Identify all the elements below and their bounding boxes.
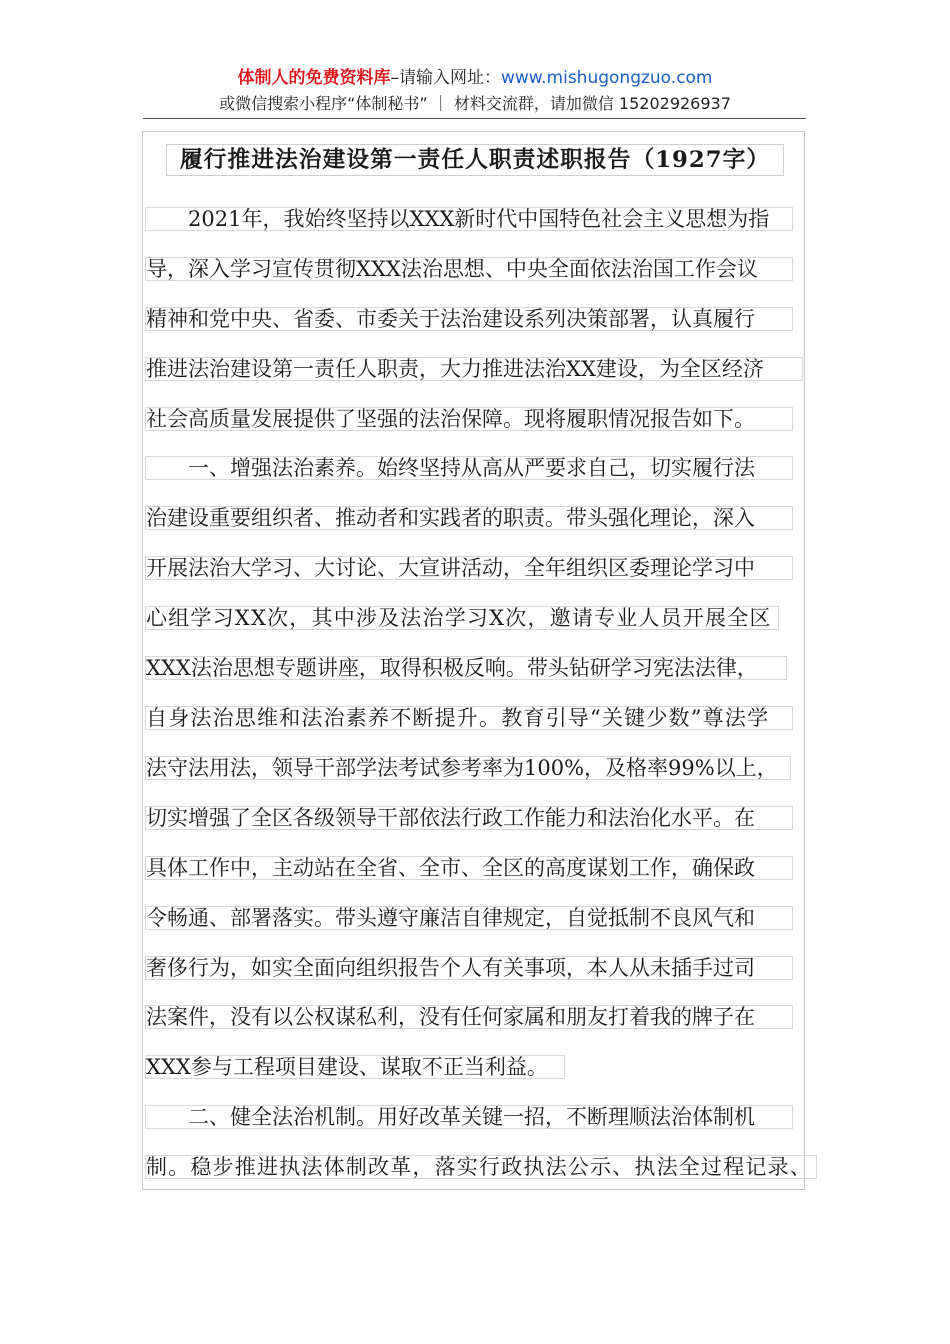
text-line: 开展法治大学习、大讨论、大宣讲活动，全年组织区委理论学习中 <box>146 556 755 580</box>
text-line: 社会高质量发展提供了坚强的法治保障。现将履职情况报告如下。 <box>146 407 755 431</box>
header-contact: 或微信搜索小程序“体制秘书” ｜ 材料交流群，请加微信 15202926937 <box>219 94 731 113</box>
page-header <box>0 66 950 116</box>
text-line: 一、增强法治素养。始终坚持从高从严要求自己，切实履行法 <box>146 456 755 480</box>
text-line: 法案件，没有以公权谋私利，没有任何家属和朋友打着我的牌子在 <box>146 1005 755 1029</box>
text-line: 制。稳步推进执法体制改革，落实行政执法公示、执法全过程记录、 <box>146 1155 812 1179</box>
header-url-link[interactable]: www.mishugongzuo.com <box>500 68 713 88</box>
document-title: 履行推进法治建设第一责任人职责述职报告（1927字） <box>179 147 771 173</box>
text-line: 令畅通、部署落实。带头遵守廉洁自律规定，自觉抵制不良风气和 <box>146 906 755 930</box>
text-line: 治建设重要组织者、推动者和实践者的职责。带头强化理论，深入 <box>146 506 755 530</box>
text-line: 心组学习XX次，其中涉及法治学习X次，邀请专业人员开展全区 <box>146 606 772 630</box>
text-line: 切实增强了全区各级领导干部依法行政工作能力和法治化水平。在 <box>146 806 755 830</box>
text-line: 二、健全法治机制。用好改革关键一招，不断理顺法治体制机 <box>146 1105 755 1129</box>
text-line: XXX法治思想专题讲座，取得积极反响。带头钻研学习宪法法律， <box>146 656 758 680</box>
header-banner <box>0 66 950 90</box>
text-line: 2021年，我始终坚持以XXX新时代中国特色社会主义思想为指 <box>146 207 770 231</box>
header-brand: 体制人的免费资料库 <box>237 68 391 88</box>
text-line: 导，深入学习宣传贯彻XXX法治思想、中央全面依法治国工作会议 <box>146 257 758 281</box>
header-prompt: –请输入网址： <box>390 68 501 88</box>
text-line: 奢侈行为，如实全面向组织报告个人有关事项，本人从未插手过司 <box>146 956 755 980</box>
text-line: 推进法治建设第一责任人职责，大力推进法治XX建设，为全区经济 <box>146 357 764 381</box>
text-line: 自身法治思维和法治素养不断提升。教育引导“关键少数”尊法学 <box>146 706 770 730</box>
text-line: 精神和党中央、省委、市委关于法治建设系列决策部署，认真履行 <box>146 307 755 331</box>
text-line: XXX参与工程项目建设、谋取不正当利益。 <box>146 1055 548 1079</box>
text-line: 法守法用法，领导干部学法考试参考率为100%，及格率99%以上， <box>146 756 778 780</box>
header-divider <box>143 118 806 119</box>
text-line: 具体工作中，主动站在全省、全市、全区的高度谋划工作，确保政 <box>146 856 755 880</box>
